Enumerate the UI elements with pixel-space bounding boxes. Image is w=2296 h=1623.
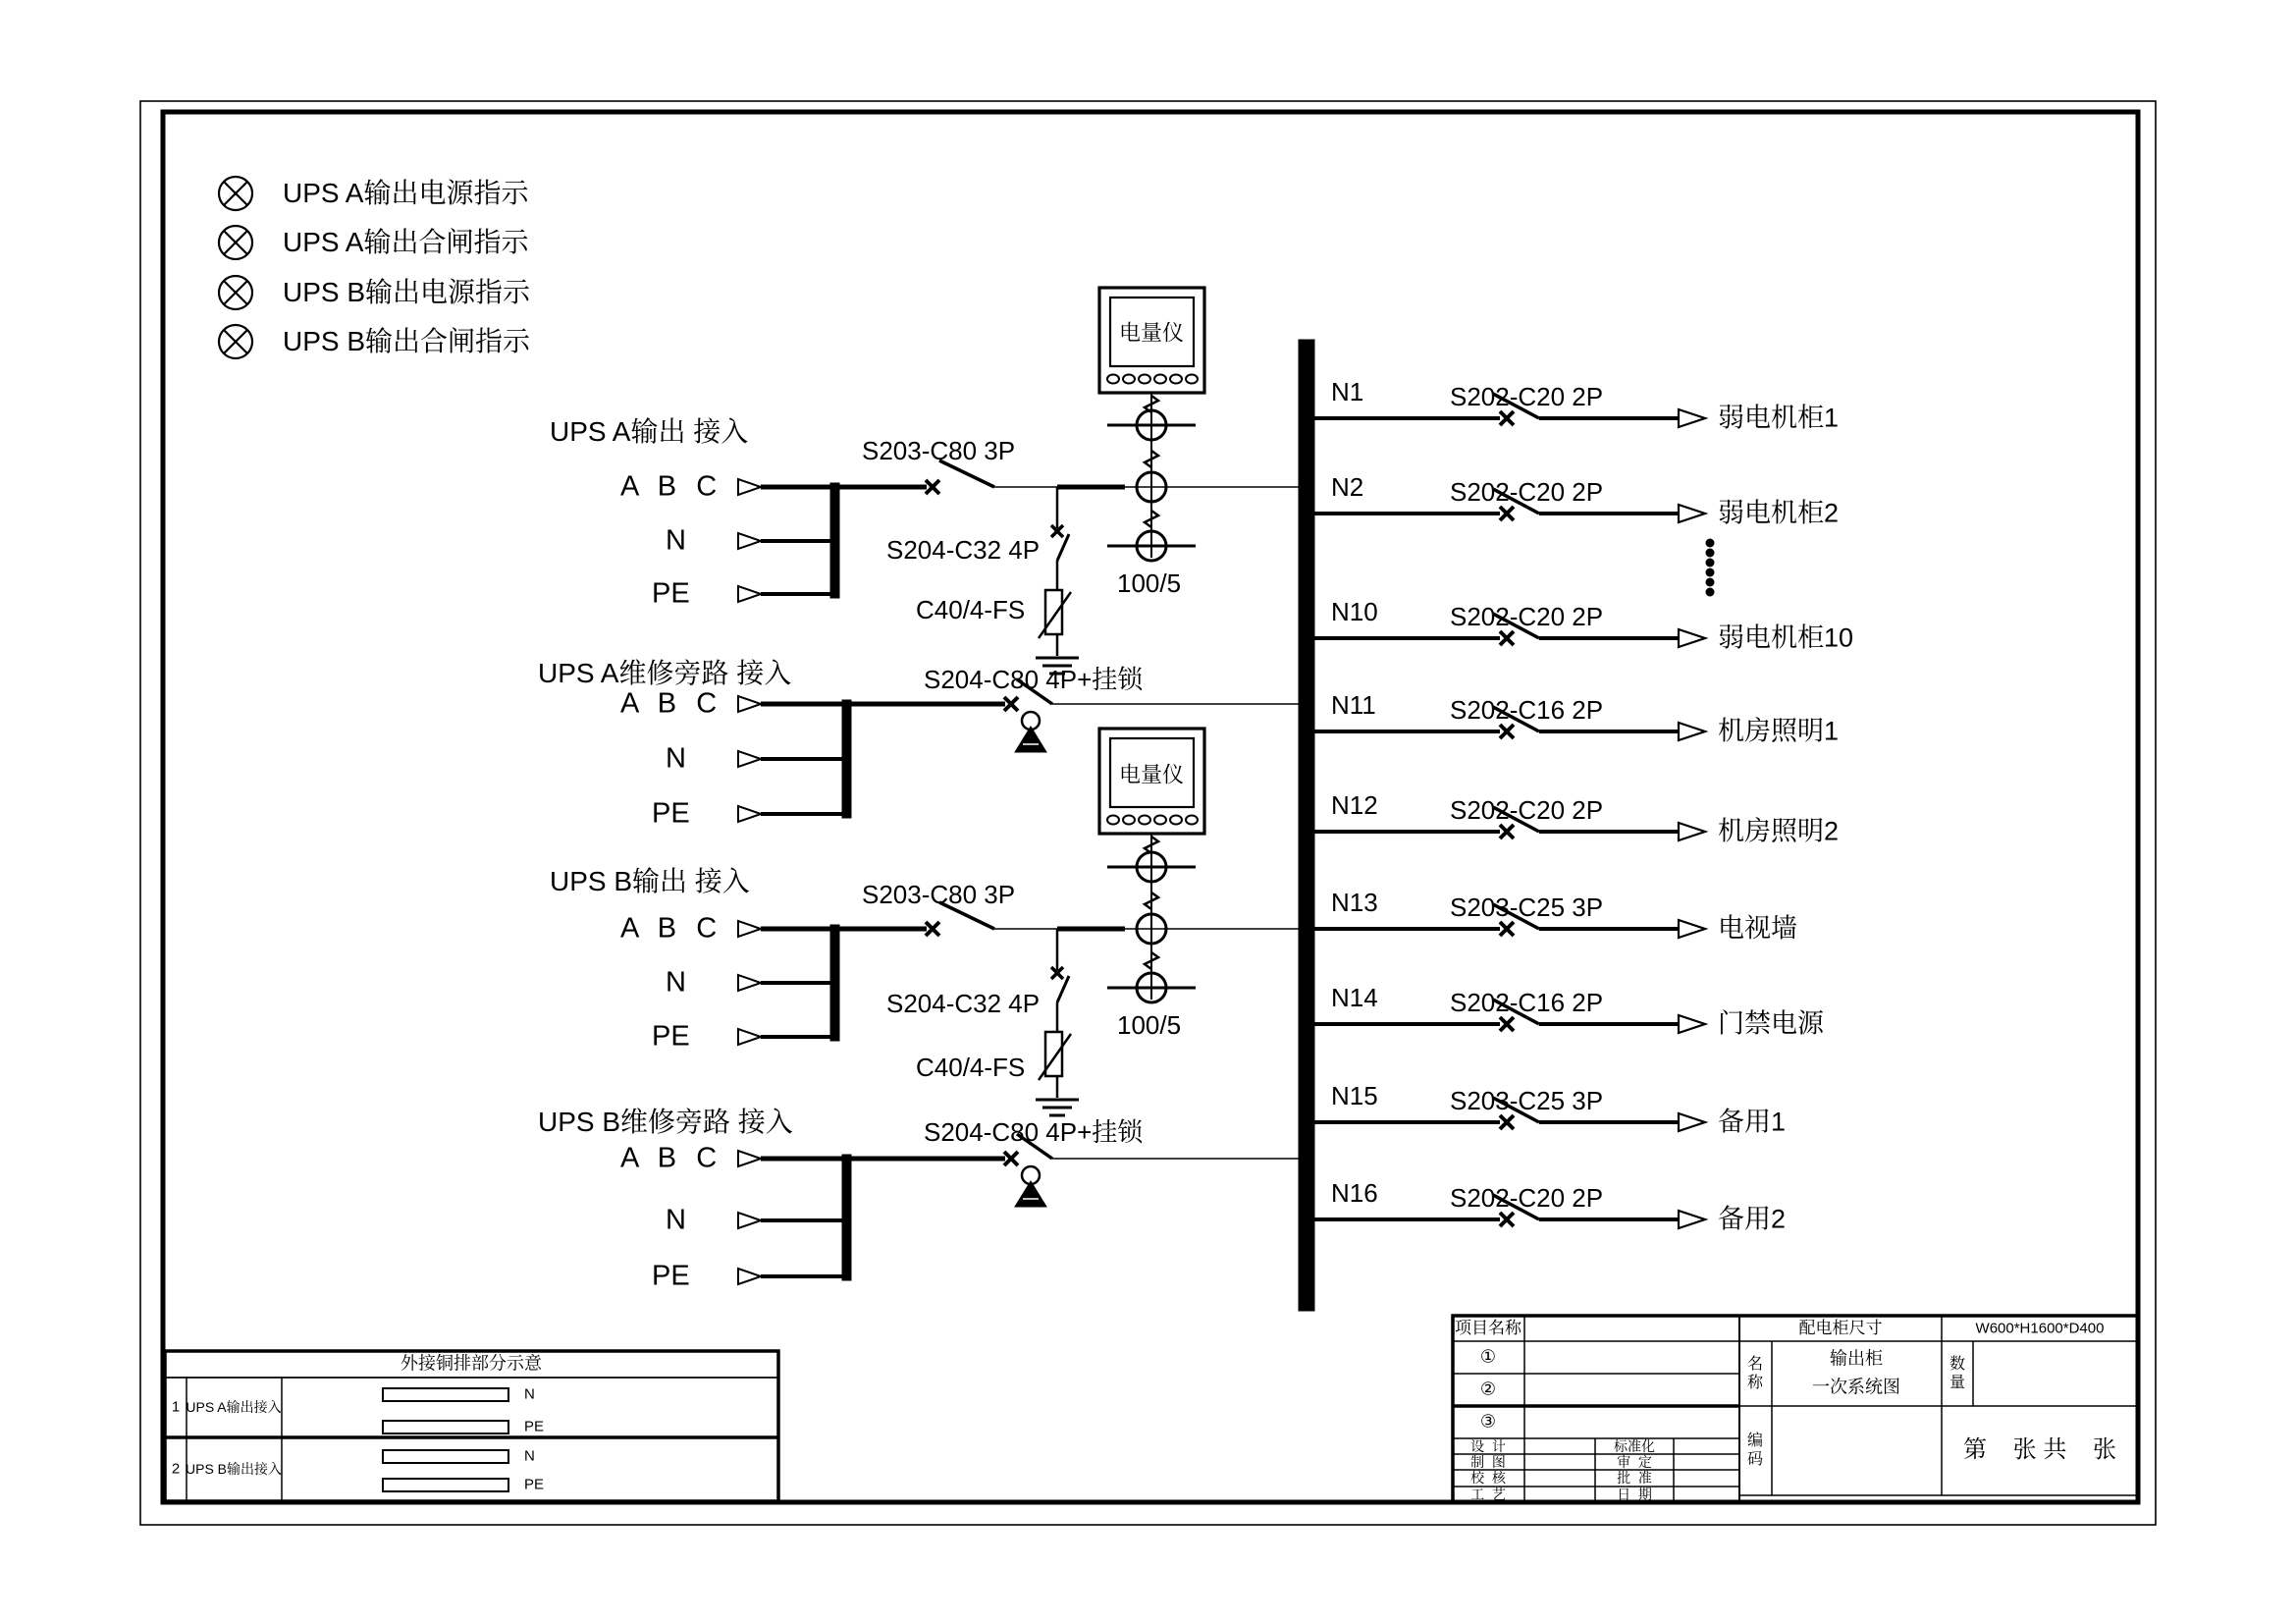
- tb-project-label: 项目名称: [1455, 1319, 1522, 1338]
- pe-label: PE: [652, 577, 690, 610]
- legend-label: UPS A输出电源指示: [283, 178, 529, 208]
- feeder-load-label: 机房照明1: [1718, 716, 1840, 746]
- legend-label: UPS B输出合闸指示: [283, 326, 531, 356]
- padlock-icon: [1015, 1166, 1046, 1207]
- phase-label: A B C: [620, 470, 723, 503]
- feeder-breaker-label: S202-C20 2P: [1450, 382, 1604, 411]
- tb-check-label: 校 核: [1470, 1469, 1506, 1486]
- load-arrow-icon: [1679, 823, 1705, 840]
- tb-rev1: ①: [1479, 1346, 1497, 1367]
- feeder-breaker-label: S203-C25 3P: [1450, 893, 1604, 922]
- lamp-icon: [219, 177, 252, 210]
- ct-ratio-label: 100/5: [1117, 568, 1182, 598]
- breaker-contact-icon: [1500, 631, 1514, 645]
- bus-bar-label: PE: [524, 1476, 545, 1493]
- tb-size-label: 配电柜尺寸: [1798, 1319, 1883, 1338]
- ellipsis-dots: [1706, 539, 1715, 597]
- feeder-breaker-label: S202-C20 2P: [1450, 795, 1604, 825]
- breaker-contact-icon: [1004, 697, 1018, 711]
- feeder-id: N10: [1331, 597, 1378, 626]
- copper-bar-symbol: [383, 1388, 508, 1401]
- lamp-icon: [219, 226, 252, 259]
- meter-label: 电量仪: [1118, 320, 1185, 346]
- copper-bar-symbol: [383, 1479, 508, 1491]
- feeder-load-label: 弱电机柜1: [1718, 403, 1840, 433]
- section-title: UPS B输出 接入: [550, 866, 750, 896]
- phase-label: A B C: [620, 912, 723, 945]
- tb-design-label: 设 计: [1470, 1437, 1506, 1454]
- title-block-grid: [1453, 1316, 2138, 1502]
- feeder-id: N1: [1331, 377, 1364, 406]
- feeder-breaker-label: S202-C20 2P: [1450, 1183, 1604, 1213]
- breaker-label: S203-C80 3P: [862, 880, 1016, 909]
- feeder-id: N11: [1331, 690, 1376, 720]
- feeder-breaker-label: S203-C25 3P: [1450, 1086, 1604, 1115]
- bus-table-row-name: UPS A输出接入: [186, 1398, 282, 1415]
- terminal-arrow-icon: [738, 696, 761, 712]
- breaker-contact-icon: [926, 480, 939, 494]
- tb-standard-label: 标准化: [1614, 1437, 1655, 1454]
- tb-size-value: W600*H1600*D400: [1975, 1320, 2105, 1337]
- tb-process-label: 工 艺: [1470, 1486, 1506, 1502]
- feeder-breaker-label: S202-C20 2P: [1450, 477, 1604, 507]
- terminal-arrow-icon: [738, 806, 761, 822]
- feeder-id: N13: [1331, 888, 1378, 917]
- bus-table-row-name: UPS B输出接入: [185, 1460, 283, 1477]
- feeder-breaker-label: S202-C20 2P: [1450, 602, 1604, 631]
- feeder-load-label: 机房照明2: [1718, 816, 1840, 846]
- breaker-contact-icon: [1500, 411, 1514, 425]
- spd-arrow-icon: [1039, 592, 1071, 638]
- ups-b-bypass-circuit: [738, 1134, 1299, 1284]
- feeder-id: N15: [1331, 1081, 1378, 1110]
- feeder-id: N12: [1331, 790, 1378, 820]
- busbar: [1299, 340, 1314, 1311]
- pe-label: PE: [652, 1260, 690, 1292]
- neutral-label: N: [666, 524, 686, 557]
- feeder-breaker-label: S202-C16 2P: [1450, 695, 1604, 725]
- bus-bar-label: N: [524, 1447, 535, 1465]
- terminal-arrow-icon: [738, 921, 761, 937]
- breaker-label: S204-C32 4P: [886, 989, 1041, 1018]
- breaker-blade-icon: [1057, 976, 1069, 1002]
- ups-a-output-circuit: [738, 460, 1299, 674]
- meter-label: 电量仪: [1118, 762, 1185, 787]
- lamp-icon: [219, 325, 252, 358]
- breaker-label: S204-C32 4P: [886, 535, 1041, 565]
- feeder-load-label: 电视墙: [1718, 913, 1797, 944]
- terminal-arrow-icon: [738, 1151, 761, 1166]
- breaker-contact-icon: [1500, 507, 1514, 520]
- terminal-arrow-icon: [738, 479, 761, 495]
- breaker-contact-icon: [1500, 922, 1514, 936]
- tb-rev3: ③: [1479, 1411, 1497, 1432]
- copper-bar: [830, 483, 839, 598]
- copper-bar: [842, 700, 851, 818]
- feeder-load-label: 门禁电源: [1718, 1008, 1824, 1039]
- phase-label: A B C: [620, 687, 723, 720]
- legend-label: UPS A输出合闸指示: [283, 227, 529, 257]
- tb-qty-label: 数量: [1949, 1355, 1965, 1391]
- copper-bar: [830, 925, 839, 1041]
- padlock-icon: [1015, 712, 1046, 752]
- breaker-contact-icon: [926, 922, 939, 936]
- section-title: UPS A输出 接入: [550, 416, 749, 447]
- phase-label: A B C: [620, 1142, 723, 1174]
- breaker-blade-icon: [1057, 534, 1069, 561]
- feeder-load-label: 弱电机柜10: [1718, 622, 1854, 653]
- ct-icon: [1107, 393, 1196, 561]
- load-arrow-icon: [1679, 505, 1705, 522]
- tb-review-label: 审 定: [1617, 1453, 1652, 1470]
- breaker-contact-icon: [1004, 1152, 1018, 1165]
- outer-border: [140, 101, 2156, 1525]
- tb-code-label: 编码: [1746, 1432, 1763, 1468]
- feeder-load-label: 备用2: [1718, 1204, 1787, 1234]
- tb-approve-label: 批 准: [1617, 1469, 1652, 1486]
- load-arrow-icon: [1679, 920, 1705, 938]
- section-title: UPS A维修旁路 接入: [538, 658, 792, 688]
- terminal-arrow-icon: [738, 1029, 761, 1045]
- neutral-label: N: [666, 742, 686, 775]
- tb-rev2: ②: [1479, 1379, 1497, 1399]
- terminal-arrow-icon: [738, 975, 761, 991]
- copper-bar-symbol: [383, 1421, 508, 1434]
- tb-sheet-label: 第 张 共 张: [1962, 1436, 2117, 1464]
- tb-draft-label: 制 图: [1470, 1453, 1506, 1470]
- feeder-id: N16: [1331, 1178, 1378, 1208]
- spd-icon: [1045, 1032, 1062, 1076]
- load-arrow-icon: [1679, 409, 1705, 427]
- ct-ratio-label: 100/5: [1117, 1010, 1182, 1040]
- ups-a-bypass-circuit: [738, 679, 1299, 822]
- feeder-breaker-label: S202-C16 2P: [1450, 988, 1604, 1017]
- terminal-arrow-icon: [738, 533, 761, 549]
- breaker-contact-icon: [1500, 725, 1514, 738]
- feeder-id: N2: [1331, 472, 1364, 502]
- load-arrow-icon: [1679, 1211, 1705, 1228]
- bus-table-title: 外接铜排部分示意: [400, 1353, 542, 1374]
- breaker-contact-icon: [1500, 1017, 1514, 1031]
- breaker-contact-icon: [1500, 1213, 1514, 1226]
- tb-name-line1: 输出柜: [1830, 1348, 1883, 1369]
- section-title: UPS B维修旁路 接入: [538, 1107, 793, 1137]
- terminal-arrow-icon: [738, 586, 761, 602]
- terminal-arrow-icon: [738, 1213, 761, 1228]
- breaker-contact-icon: [1500, 825, 1514, 839]
- breaker-contact-icon: [1500, 1115, 1514, 1129]
- load-arrow-icon: [1679, 1015, 1705, 1033]
- feeder-load-label: 备用1: [1718, 1107, 1787, 1137]
- lamp-icon: [219, 276, 252, 309]
- bus-table-row-no: 2: [171, 1460, 181, 1478]
- tb-name-line2: 一次系统图: [1812, 1377, 1900, 1397]
- breaker-label: S204-C80 4P+挂锁: [924, 665, 1144, 694]
- bus-table-row-no: 1: [171, 1398, 181, 1416]
- tb-name-label: 名称: [1746, 1355, 1763, 1391]
- spd-label: C40/4-FS: [916, 595, 1026, 624]
- terminal-arrow-icon: [738, 1269, 761, 1284]
- feeder-load-label: 弱电机柜2: [1718, 498, 1840, 528]
- copper-bar-symbol: [383, 1450, 508, 1463]
- load-arrow-icon: [1679, 1113, 1705, 1131]
- breaker-label: S203-C80 3P: [862, 436, 1016, 465]
- feeder-id: N14: [1331, 983, 1378, 1012]
- legend-label: UPS B输出电源指示: [283, 277, 531, 307]
- terminal-arrow-icon: [738, 751, 761, 767]
- bus-bar-label: N: [524, 1385, 535, 1403]
- breaker-label: S204-C80 4P+挂锁: [924, 1117, 1144, 1147]
- spd-icon: [1045, 590, 1062, 634]
- load-arrow-icon: [1679, 723, 1705, 740]
- pe-label: PE: [652, 797, 690, 830]
- neutral-label: N: [666, 1204, 686, 1236]
- bus-bar-label: PE: [524, 1418, 545, 1435]
- ground-icon: [1036, 1100, 1079, 1115]
- spd-arrow-icon: [1039, 1034, 1071, 1080]
- ct-icon: [1107, 834, 1196, 1002]
- load-arrow-icon: [1679, 629, 1705, 647]
- neutral-label: N: [666, 966, 686, 999]
- pe-label: PE: [652, 1020, 690, 1053]
- copper-bar: [842, 1155, 851, 1280]
- spd-label: C40/4-FS: [916, 1053, 1026, 1082]
- tb-date-label: 日 期: [1617, 1486, 1652, 1502]
